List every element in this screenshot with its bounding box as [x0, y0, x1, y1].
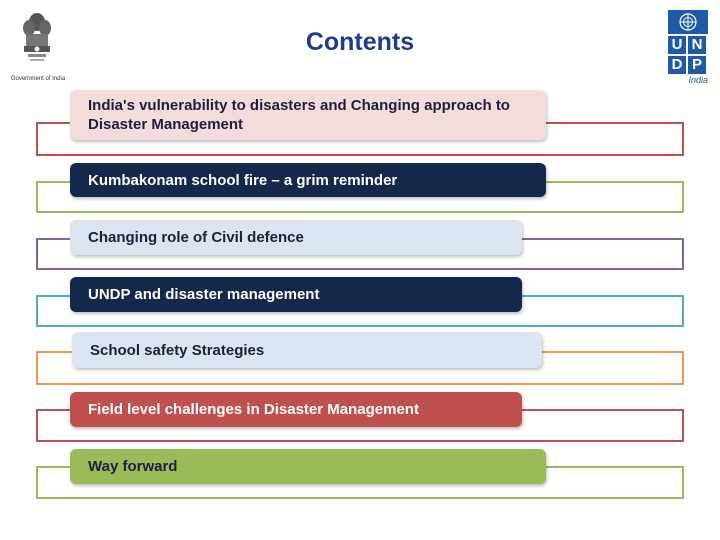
undp-letter: P	[688, 56, 706, 74]
item-label: Field level challenges in Disaster Management	[88, 401, 419, 418]
item-bar[interactable]	[70, 90, 546, 140]
item-bar[interactable]	[70, 392, 522, 427]
item-bar[interactable]	[70, 220, 522, 255]
un-globe-icon	[668, 10, 708, 34]
undp-logo	[668, 10, 708, 90]
item-bar[interactable]	[70, 449, 546, 484]
page-title: Contents	[305, 28, 415, 56]
item-label: India's vulnerability to disasters and Changing approach to Disaster Management	[88, 97, 510, 133]
undp-country: India	[688, 75, 708, 85]
item-label: Kumbakonam school fire – a grim reminder	[88, 171, 398, 189]
item-label: School safety Strategies	[90, 341, 265, 359]
item-bar[interactable]	[72, 332, 542, 368]
item-bar[interactable]	[70, 277, 522, 312]
item-bar[interactable]	[70, 163, 546, 197]
item-label: Way forward	[88, 458, 178, 475]
item-label: UNDP and disaster management	[88, 286, 320, 303]
emblem-caption: Government of India	[10, 76, 66, 82]
undp-letter: D	[668, 56, 686, 74]
undp-letter: U	[668, 36, 686, 54]
item-label: Changing role of Civil defence	[88, 229, 304, 246]
undp-letter: N	[688, 36, 706, 54]
